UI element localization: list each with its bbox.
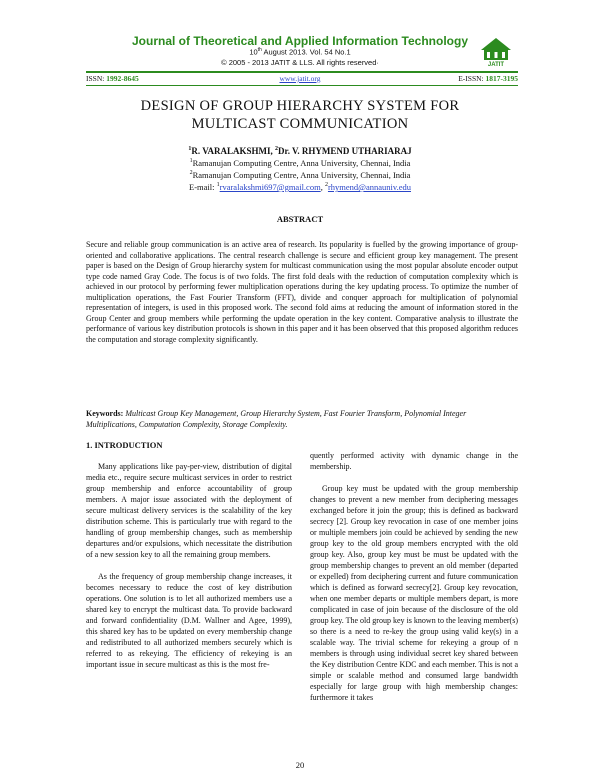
aff2-sup: 2 <box>189 170 193 177</box>
header-rule-bottom <box>86 85 518 86</box>
aff1-sup: 1 <box>189 158 193 165</box>
email-link-1[interactable]: rvaralakshmi697@gmail.com <box>219 182 321 192</box>
abstract-text: Secure and reliable group communication is an active area of research. Its popularity is fuelled by the growing importance of group-oriented and collaborative applications. The central research challenge is secure and efficient group key management. The present paper is based on the Design of Group hierarchy system for multicast communication using the most popular absolute encoder output type code named Gray Code. The focus is of two folds. The first fold deals with the reduction of computation complexity which is achieved in our protocol by performing fewer multiplication operations during the key updating process. To optimize the number of multiplication operations, the Fast Fourier Transform (FFT), divide and conquer approach for multiplication of polynomial representation of integers, is used in this proposed work. The second fold aims at reducing the amount of information stored in the Group Center and group members while performing the update operation in the key content. Comparative analysis to illustrate the performance of various key distribution protocols is shown in this paper and it has been observed that this proposed algorithm reduces the computation and storage complexity significantly. <box>86 240 518 344</box>
issn-label: ISSN: <box>86 74 105 83</box>
author-2: Dr. V. RHYMEND UTHARIARAJ <box>278 146 412 156</box>
intro-paragraph-1: Many applications like pay-per-view, distribution of digital media etc., require secure multicast services in order to restrict group membership and enforce accountability of group members. A major issue associated with the deployment of secure multicast delivery services is the scalability of the key distribution scheme. This is particularly true with regard to the handling of group membership changes, such as membership departures and/or expulsions, which necessitate the distribution of a new session key to all the remaining group members. <box>86 462 292 559</box>
issn-value: 1992-8645 <box>106 74 139 83</box>
email2-sup: 2 <box>324 182 328 189</box>
aff2-text: Ramanujan Computing Centre, Anna University, Chennai, India <box>192 170 411 180</box>
abstract-heading: ABSTRACT <box>276 214 324 224</box>
eissn-value: 1817-3195 <box>485 74 518 83</box>
eissn <box>458 74 518 83</box>
email-link-2[interactable]: rhymend@annauniv.edu <box>327 182 411 192</box>
issue-volume: August 2013. Vol. 54 No.1 <box>261 47 351 57</box>
keywords-label: Keywords: <box>86 409 126 418</box>
copyright-notice: © 2005 - 2013 JATIT & LLS. All rights reserved· <box>221 58 379 67</box>
issue-day: 10 <box>249 47 258 57</box>
header-rule-top <box>86 71 518 73</box>
paper-title-line-2: MULTICAST COMMUNICATION <box>191 116 409 132</box>
affiliation-2 <box>0 170 600 180</box>
paper-title <box>0 97 600 133</box>
section-heading-introduction: 1. INTRODUCTION <box>86 440 163 450</box>
intro-paragraph-2: As the frequency of group membership change increases, it becomes necessary to reduce the cost of key distribution operations. One solution is to let all authorized members use a shared key to encrypt the multicast data. To provide backward and forward confidentiality (D.M. Wallner and Agee, 1999), this shared key has to be updated on every membership change and redistributed to all authorized members securely which is referred to as rekeying. The efficiency of rekeying is an important issue in secure multicast as this is the most fre- <box>86 572 292 669</box>
keywords-text: Multicast Group Key Management, Group Hierarchy System, Fast Fourier Transform, Polynomial Integer Multiplications, Computation Complexity, Storage Complexity. <box>86 409 467 429</box>
issue-day-suffix: th <box>257 47 262 53</box>
intro-paragraph-3: Group key must be updated with the group membership changes to prevent a new member from deciphering messages exchanged before it join the group; this is defined as backward secrecy [2]. Group key revocation in case of one member joins or multiple members join could be achieved by sending the new group key to the old group members encrypted with the old group key. Also, group key must be must be updated with the group membership changes to prevent an old member (departed or expelled) from deciphering current and future communication which is defined as forward secrecy[2]. Group key revocation, when one member departs or multiple members depart, is more complicated in case of join because of the disclosure of the old group key. The old group key is known to the leaving member(s) so there is a need to re-key the group using valid key(s) in a scalable way. The trivial scheme for rekeying a group of n members is through using individual secret key shared between the Key distribution Centre KDC and each member. This is not a simple or scalable method and consumed large bandwidth especially for large group with high membership changes: furthermore it takes <box>310 484 518 702</box>
intro-paragraph-2-cont: quently performed activity with dynamic change in the membership. <box>310 451 518 471</box>
author2-sup: 2 <box>275 146 279 152</box>
logo-text: JATIT <box>487 62 505 68</box>
author-1: R. VARALAKSHMI, <box>191 146 276 156</box>
email1-sup: 1 <box>216 182 220 189</box>
email-separator: , <box>320 182 325 192</box>
author-emails <box>0 182 600 192</box>
keywords <box>86 408 518 430</box>
paper-title-line-1: DESIGN OF GROUP HIERARCHY SYSTEM FOR <box>140 98 460 114</box>
eissn-label: E-ISSN: <box>458 74 484 83</box>
journal-title: Journal of Theoretical and Applied Information Technology <box>131 34 469 48</box>
author-list <box>0 146 600 156</box>
author1-sup: 1 <box>188 146 192 152</box>
aff1-text: Ramanujan Computing Centre, Anna University, Chennai, India <box>192 158 411 168</box>
journal-website-link[interactable]: www.jatit.org <box>279 74 321 83</box>
page-number: 20 <box>295 760 305 770</box>
email-label: E-mail: <box>189 182 217 192</box>
column-left <box>86 461 292 670</box>
affiliation-1 <box>0 158 600 168</box>
column-right <box>310 450 518 703</box>
